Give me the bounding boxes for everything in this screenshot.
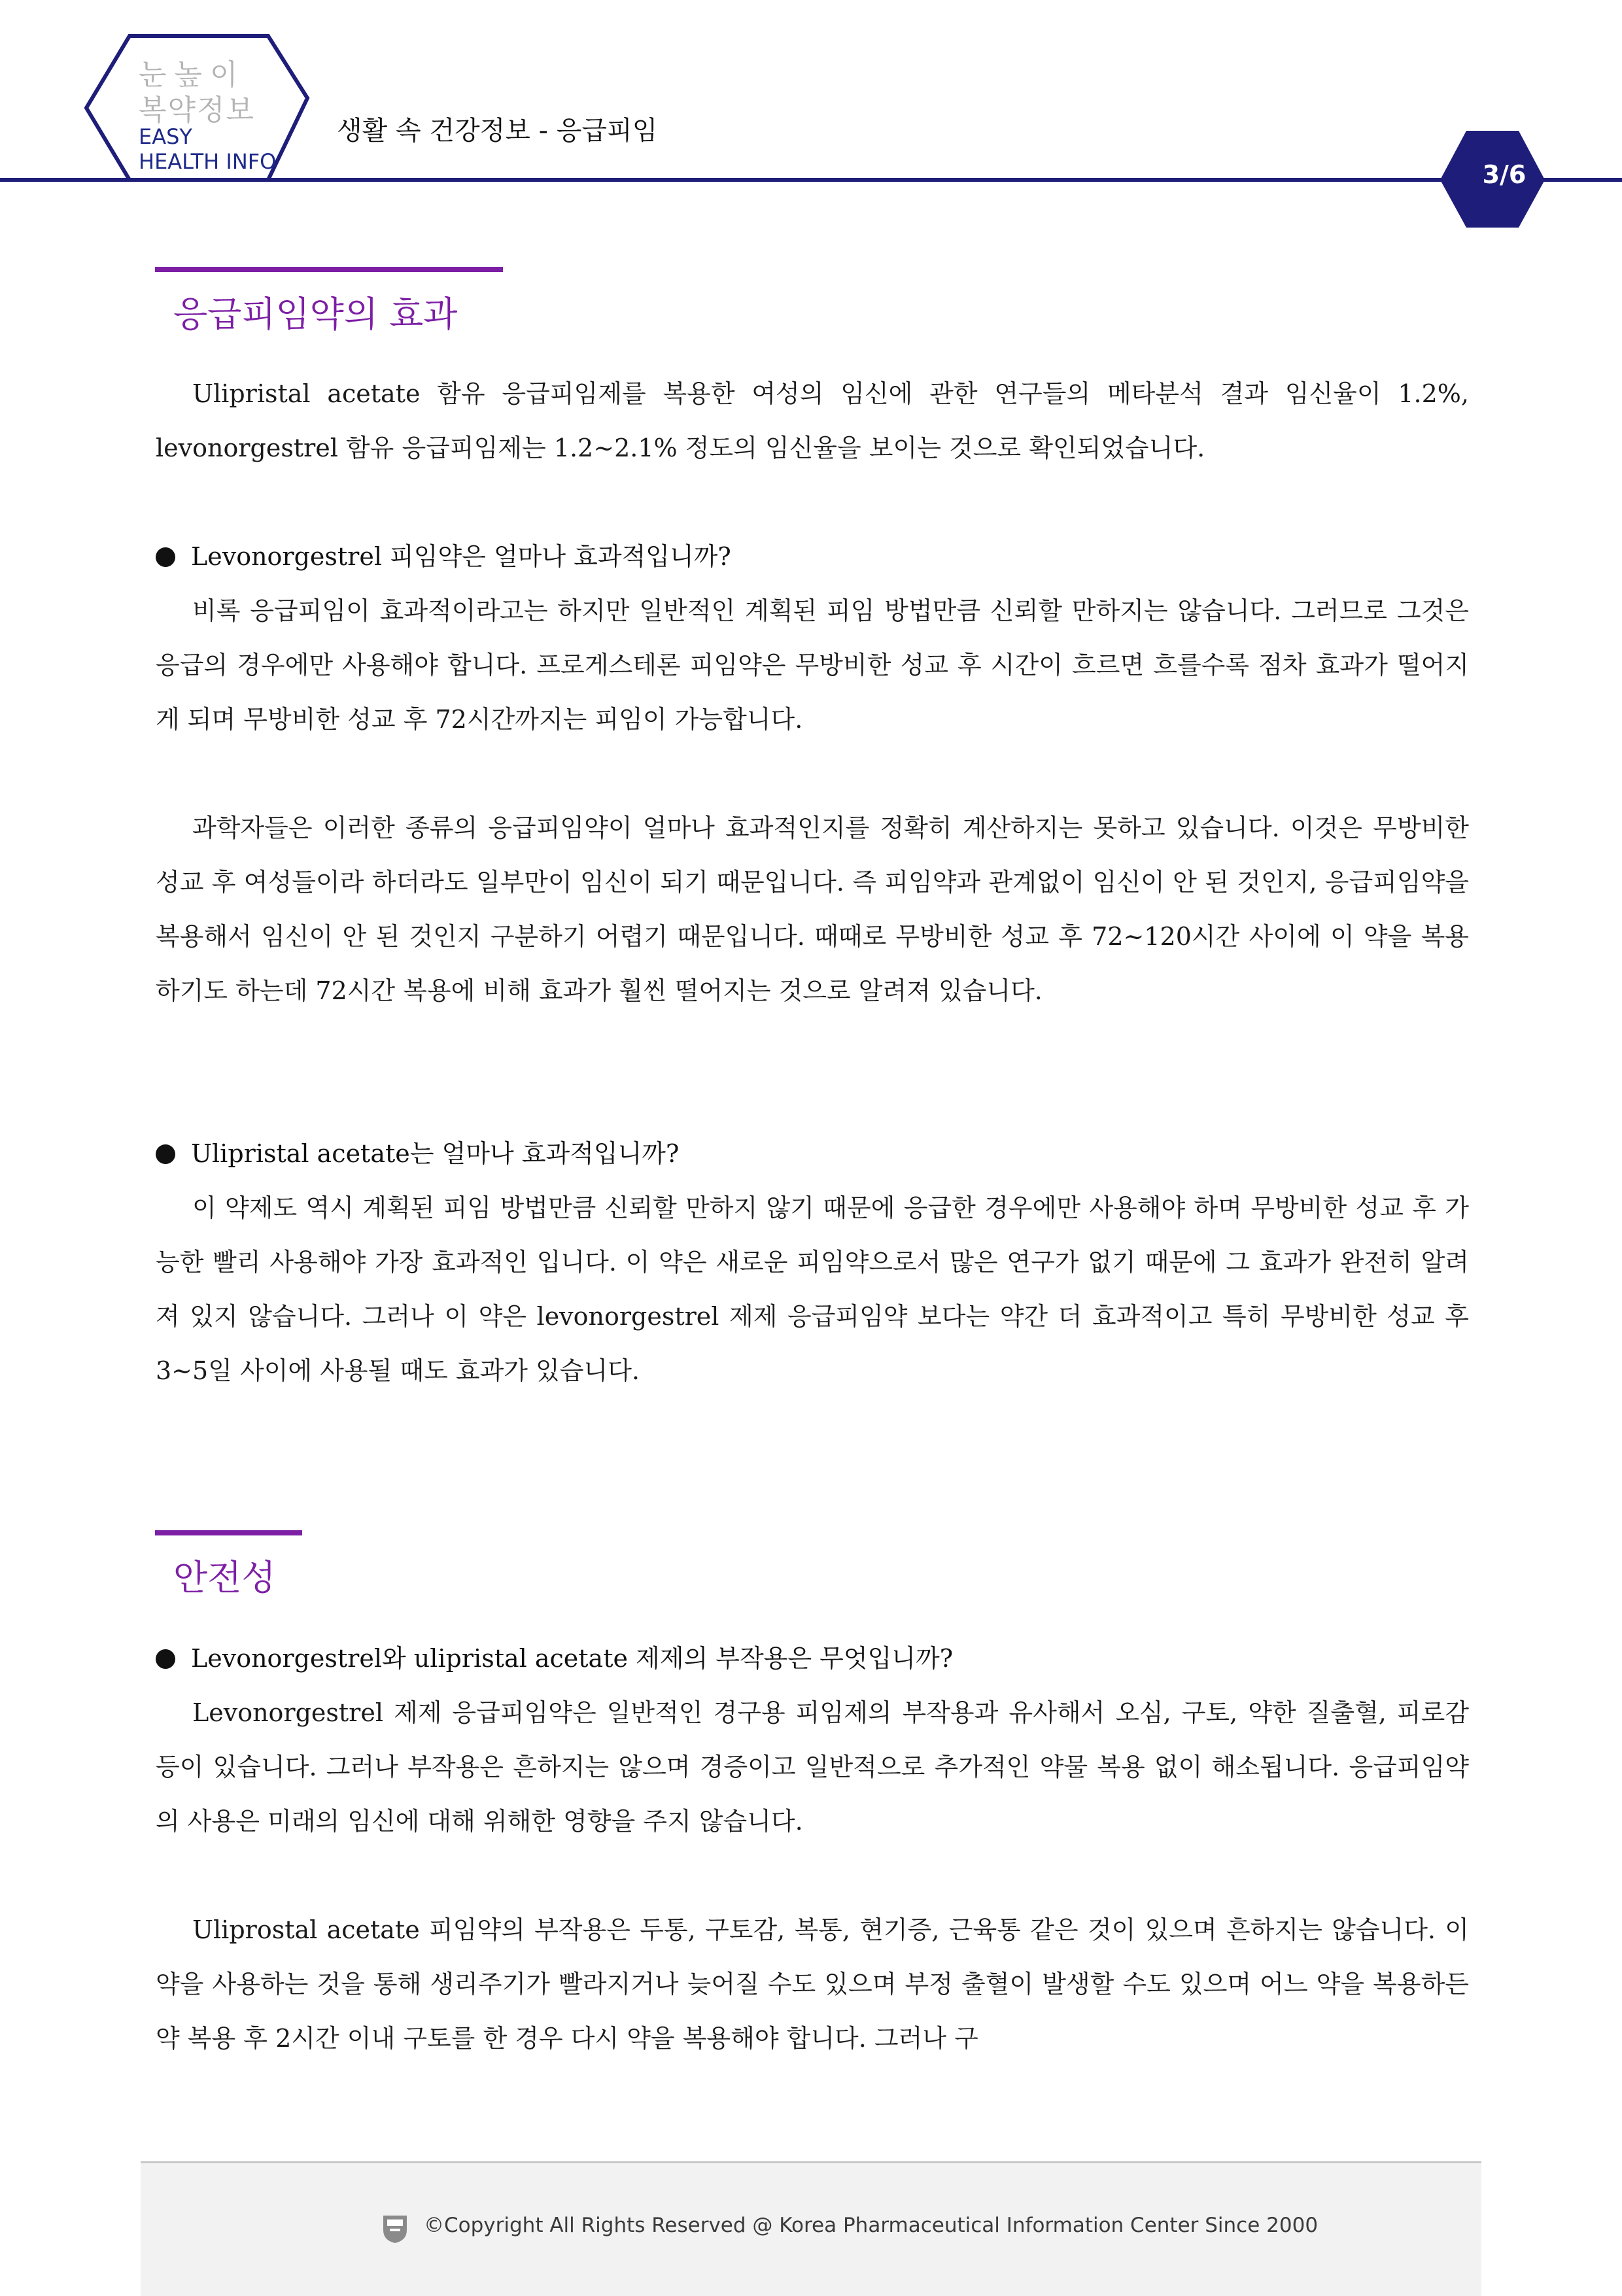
section-heading-bar — [155, 1530, 302, 1535]
paragraph: 비록 응급피임이 효과적이라고는 하지만 일반적인 계획된 피임 방법만큼 신뢰할 만하지는 않습니다. 그러므로 그것은 응급의 경우에만 사용해야 합니다. 프로게스테론 피임약은 무방비한 성교 후 시간이 흐르면 흐를수록 점차 효과가 떨어지게 되며 무방비한 성교 후 72시간까지는 피임이 가능합니다. — [156, 596, 1469, 734]
bullet-icon — [156, 547, 175, 567]
paragraph: Levonorgestrel 제제 응급피임약은 일반적인 경구용 피임제의 부작용과 유사해서 오심, 구토, 약한 질출혈, 피로감 등이 있습니다. 그러나 부작용은 흔하지는 않으며 경증이고 일반적으로 추가적인 약물 복용 없이 해소됩니다. 응급피임약의 사용은 미래의 임신에 대해 위해한 영향을 주지 않습니다. — [156, 1698, 1469, 1836]
question-item — [156, 530, 1469, 584]
logo-text-line4: HEALTH INFO — [139, 149, 277, 174]
kpic-emblem-icon — [381, 2213, 409, 2244]
section-heading: 응급피임약의 효과 — [173, 294, 458, 335]
logo-text-line2: 복약정보 — [139, 94, 256, 127]
logo-text-line1: 눈높이 — [139, 58, 246, 92]
section-heading-bar — [155, 267, 503, 272]
page-number: 3/6 — [1482, 160, 1527, 189]
question-text: Levonorgestrel 피임약은 얼마나 효과적입니까? — [191, 542, 731, 571]
bullet-icon — [156, 1144, 175, 1164]
question-item — [156, 1632, 1469, 1686]
section-heading: 안전성 — [173, 1557, 276, 1598]
question-text: Ulipristal acetate는 얼마나 효과적입니까? — [191, 1139, 680, 1168]
footer-copyright: ©Copyright All Rights Reserved @ Korea Pharmaceutical Information Center Since 2000 — [424, 2214, 1319, 2237]
question-item — [156, 1127, 1469, 1181]
paragraph: 이 약제도 역시 계획된 피임 방법만큼 신뢰할 만하지 않기 때문에 응급한 경우에만 사용해야 하며 무방비한 성교 후 가능한 빨리 사용해야 가장 효과적인 입니다. 이 약은 새로운 피임약으로서 많은 연구가 없기 때문에 그 효과가 완전히 알려져 있지 않습니다. 그러나 이 약은 levonorgestrel 제제 응급피임약 보다는 약간 더 효과적이고 특히 무방비한 성교 후 3~5일 사이에 사용될 때도 효과가 있습니다. — [156, 1193, 1469, 1385]
paragraph: 과학자들은 이러한 종류의 응급피임약이 얼마나 효과적인지를 정확히 계산하지는 못하고 있습니다. 이것은 무방비한 성교 후 여성들이라 하더라도 일부만이 임신이 되기 때문입니다. 즉 피임약과 관계없이 임신이 안 된 것인지, 응급피임약을 복용해서 임신이 안 된 것인지 구분하기 어렵기 때문입니다. 때때로 무방비한 성교 후 72~120시간 사이에 이 약을 복용하기도 하는데 72시간 복용에 비해 효과가 훨씬 떨어지는 것으로 알려져 있습니다. — [156, 814, 1469, 1005]
header-title: 생활 속 건강정보 - 응급피임 — [337, 116, 658, 146]
bullet-icon — [156, 1649, 175, 1669]
paragraph: Ulipristal acetate 함유 응급피임제를 복용한 여성의 임신에 관한 연구들의 메타분석 결과 임신율이 1.2%, levonorgestrel 함유 응급피임제는 1.2~2.1% 정도의 임신율을 보이는 것으로 확인되었습니다. — [156, 379, 1469, 462]
logo-text-line3: EASY — [139, 124, 192, 149]
paragraph: Uliprostal acetate 피임약의 부작용은 두통, 구토감, 복통, 현기증, 근육통 같은 것이 있으며 흔하지는 않습니다. 이 약을 사용하는 것을 통해 생리주기가 빨라지거나 늦어질 수도 있으며 부정 출혈이 발생할 수도 있으며 어느 약을 복용하든 약 복용 후 2시간 이내 구토를 한 경우 다시 약을 복용해야 합니다. 그러나 구 — [156, 1915, 1469, 2053]
question-text: Levonorgestrel와 ulipristal acetate 제제의 부작용은 무엇입니까? — [191, 1644, 954, 1673]
